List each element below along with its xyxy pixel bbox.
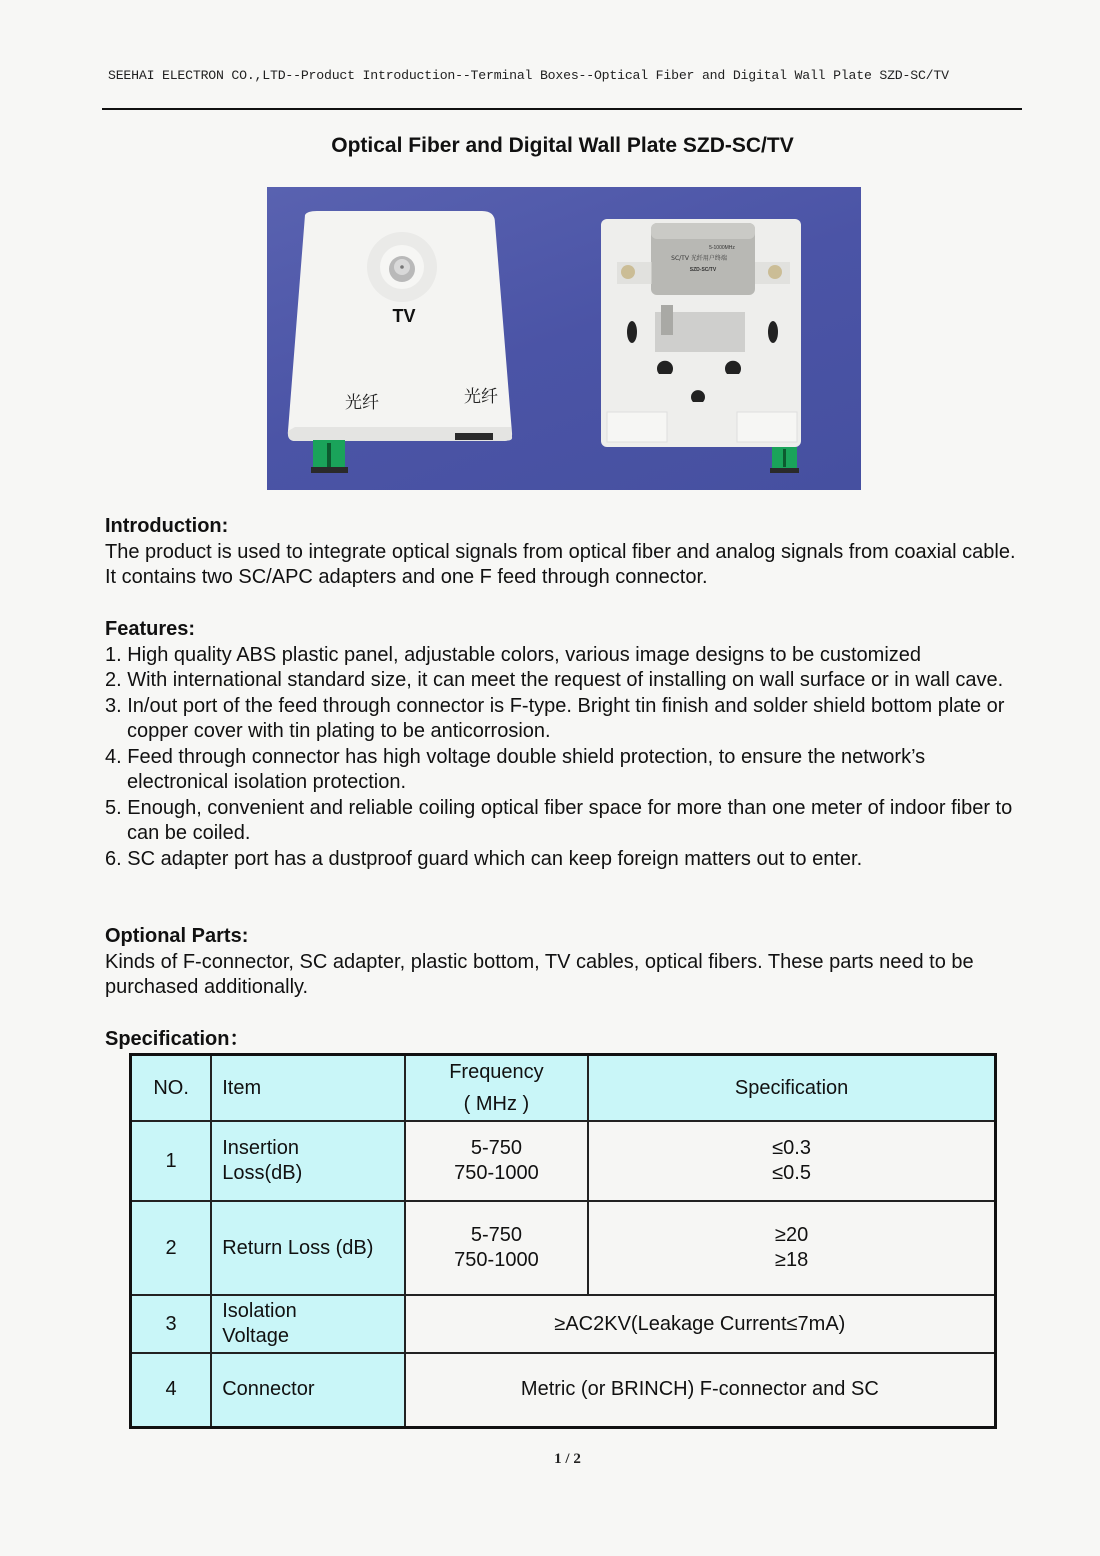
table-row [131, 1201, 996, 1295]
row-item: Connector [211, 1353, 404, 1427]
header-specification: Specification [588, 1055, 995, 1122]
introduction-heading: Introduction: [105, 515, 229, 537]
row-spec: ≥AC2KV(Leakage Current≤7mA) [405, 1295, 996, 1353]
table-row [131, 1121, 996, 1201]
product-photo-illustration [267, 187, 861, 490]
introduction-section [105, 514, 1030, 591]
row-item: Return Loss (dB) [211, 1201, 404, 1295]
row-no: 1 [131, 1121, 212, 1201]
feature-item: 4. Feed through connector has high voltage double shield protection, to ensure the network’s electronical isolation protection. [105, 745, 926, 793]
row-frequency: 5-750 750-1000 [405, 1121, 588, 1201]
introduction-text: The product is used to integrate optical signals from optical fiber and analog signals from coaxial cable. It contains two SC/APC adapters and one F feed through connector. [105, 540, 1016, 588]
feature-item: 3. In/out port of the feed through connector is F-type. Bright tin finish and solder shield bottom plate or copper cover with tin plating to be anticorrosion. [105, 694, 1005, 742]
optional-parts-text: Kinds of F-connector, SC adapter, plastic bottom, TV cables, optical fibers. These parts need to be purchased additionally. [105, 950, 974, 998]
table-header-row [131, 1055, 996, 1122]
specification-table [129, 1053, 997, 1429]
features-section [105, 617, 1030, 872]
running-header: SEEHAI ELECTRON CO.,LTD--Product Introduction--Terminal Boxes--Optical Fiber and Digital Wall Plate SZD-SC/TV [108, 68, 949, 83]
row-item: Insertion Loss(dB) [211, 1121, 404, 1201]
row-no: 2 [131, 1201, 212, 1295]
front-plate [288, 211, 512, 473]
optional-parts-heading: Optional Parts: [105, 925, 249, 947]
fiber-port-label-left: 光纤 [345, 393, 379, 413]
table-row [131, 1295, 996, 1353]
row-frequency: 5-750 750-1000 [405, 1201, 588, 1295]
row-no: 3 [131, 1295, 212, 1353]
header-no: NO. [131, 1055, 212, 1122]
features-heading: Features: [105, 618, 196, 640]
row-spec: ≤0.3 ≤0.5 [588, 1121, 995, 1201]
tv-port-label: TV [392, 306, 416, 326]
document-title: Optical Fiber and Digital Wall Plate SZD-SC/TV [331, 134, 794, 157]
header-divider [102, 108, 1022, 110]
feature-item: 5. Enough, convenient and reliable coiling optical fiber space for more than one meter of indoor fiber to can be coiled. [105, 796, 1013, 844]
row-no: 4 [131, 1353, 212, 1427]
svg-text:5-1000MHz: 5-1000MHz [709, 245, 735, 251]
product-photo [267, 187, 861, 490]
svg-text:SC/TV 光纤用户终端: SC/TV 光纤用户终端 [671, 255, 727, 262]
feature-item: 1. High quality ABS plastic panel, adjustable colors, various image designs to be customized [105, 643, 922, 666]
header-item: Item [211, 1055, 404, 1122]
page-number: 1 / 2 [554, 1451, 581, 1467]
row-item: Isolation Voltage [211, 1295, 404, 1353]
feature-item: 2. With international standard size, it can meet the request of installing on wall surface or in wall cave. [105, 669, 1004, 691]
back-plate [601, 219, 801, 473]
specification-heading: Specification： [105, 1028, 250, 1050]
header-frequency: Frequency ( MHz ) [405, 1055, 588, 1122]
fiber-port-label-right: 光纤 [464, 387, 498, 407]
optional-parts-section [105, 924, 1030, 1001]
row-spec: ≥20 ≥18 [588, 1201, 995, 1295]
table-row [131, 1353, 996, 1427]
specification-section [105, 1027, 1030, 1053]
svg-text:SZD-SC/TV: SZD-SC/TV [689, 267, 717, 273]
row-spec: Metric (or BRINCH) F-connector and SC [405, 1353, 996, 1427]
feature-item: 6. SC adapter port has a dustproof guard which can keep foreign matters out to enter. [105, 847, 863, 870]
